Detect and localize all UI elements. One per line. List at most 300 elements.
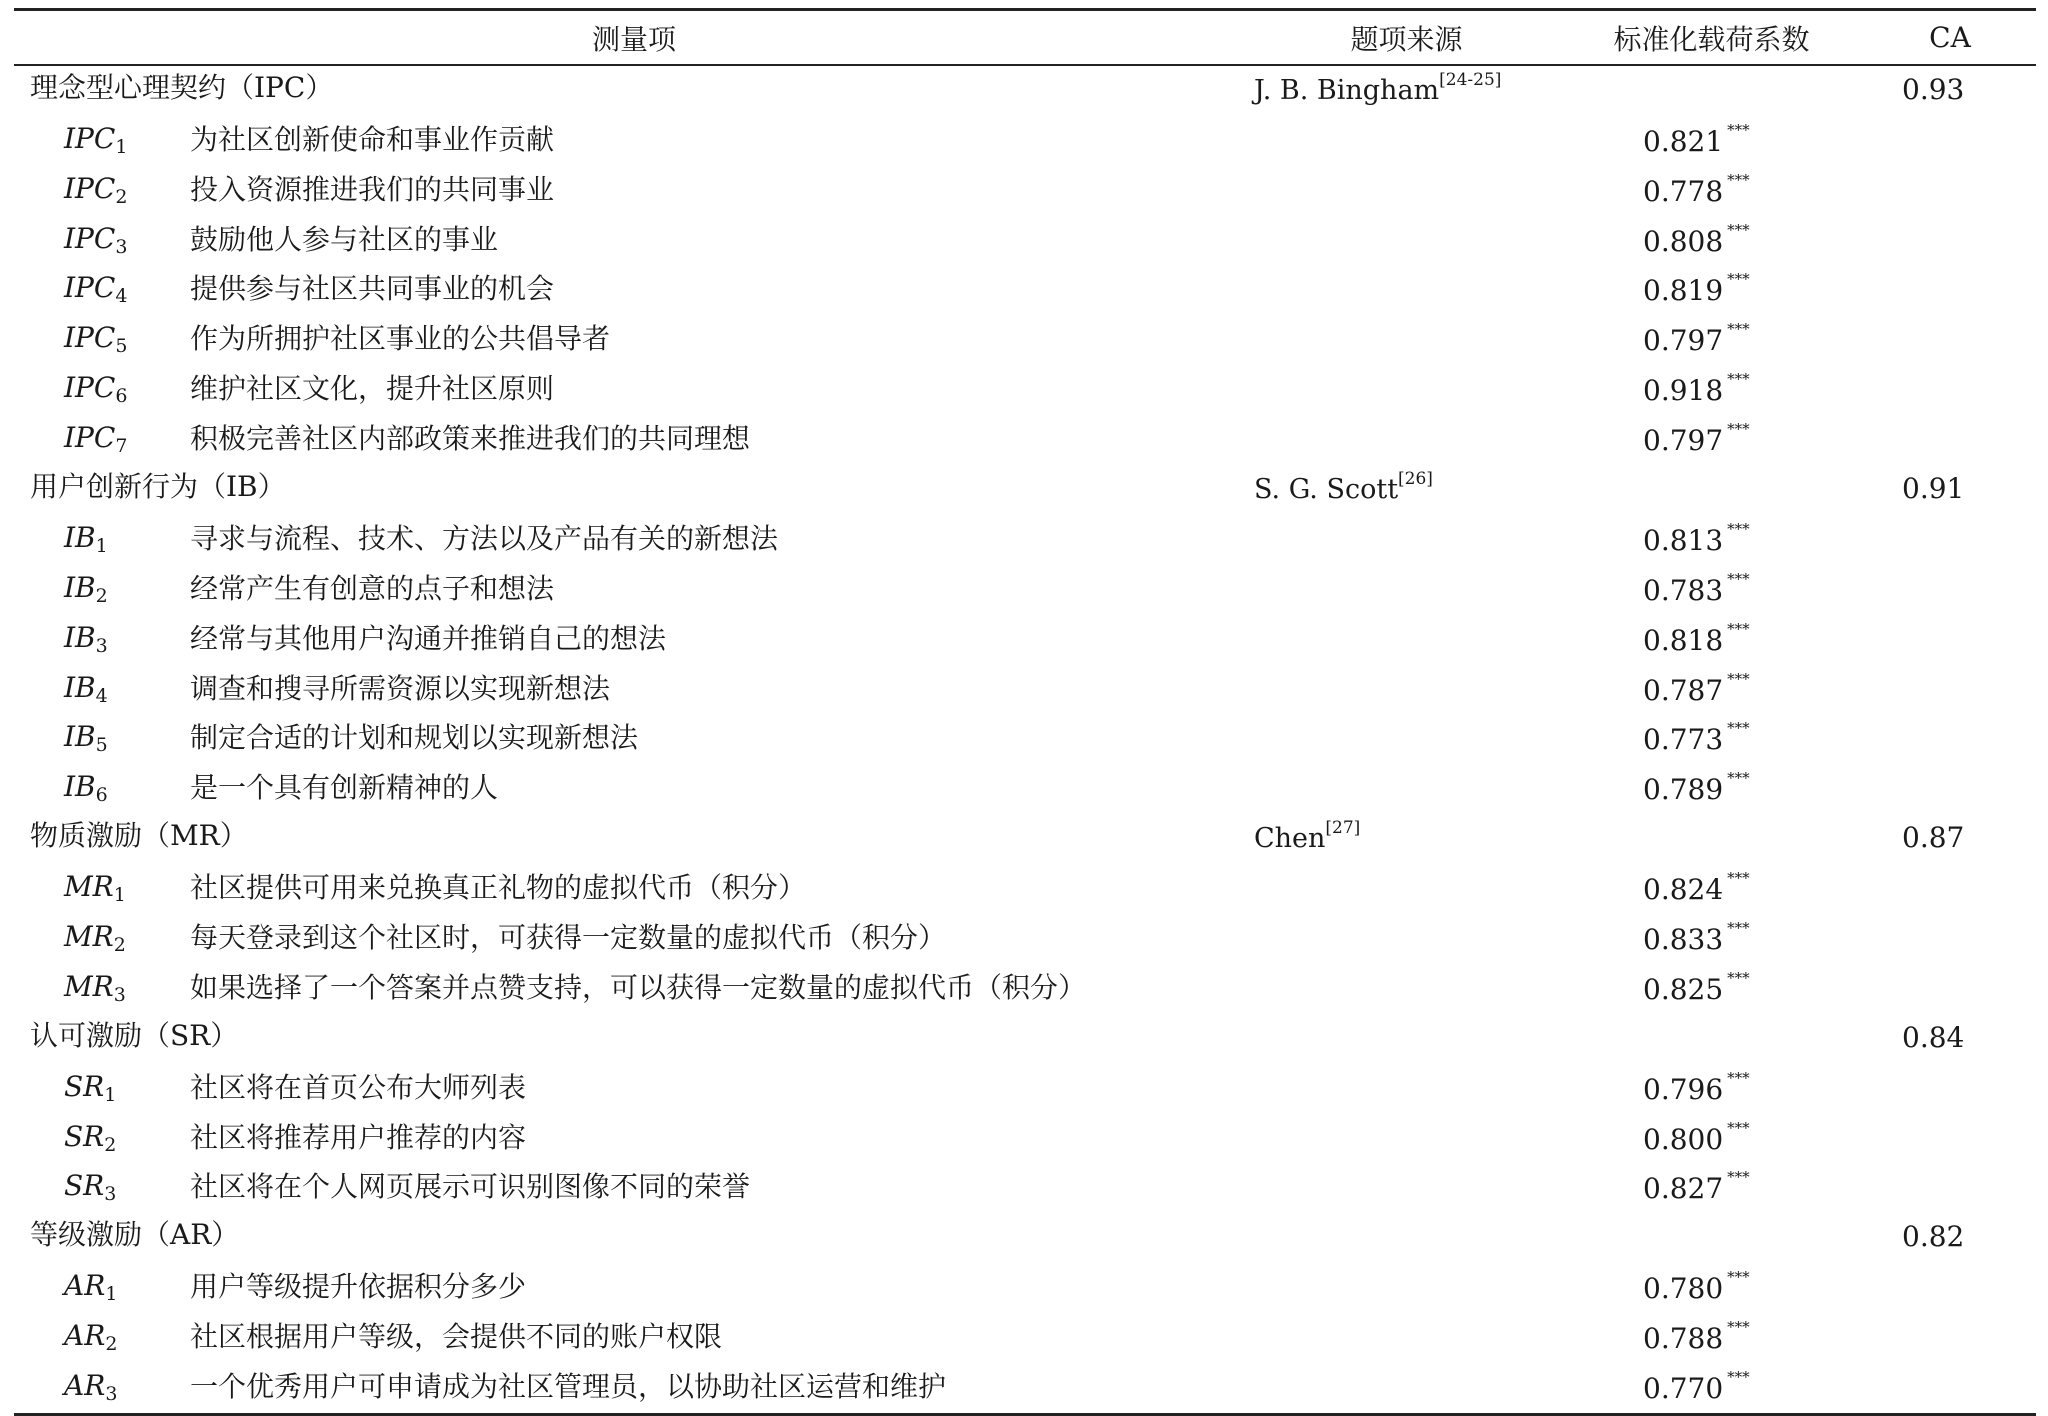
item-source-cell: [1254, 565, 1559, 615]
item-ca-cell: [1864, 515, 2036, 565]
item-loading: [1643, 1268, 1750, 1305]
item-code: [64, 521, 108, 557]
source-name: S. G. Scott: [1254, 474, 1399, 506]
group-loading-cell: [1559, 66, 1864, 116]
item-code-text: IPC: [64, 321, 116, 355]
group-source-cell: [1254, 1213, 1559, 1263]
item-code: [64, 671, 108, 707]
loading-value: 0.821: [1643, 124, 1724, 158]
item-source-cell: [1254, 665, 1559, 715]
item-description: 鼓励他人参与社区的事业: [190, 222, 499, 256]
table-row: [14, 266, 2036, 316]
group-row: [14, 1213, 2036, 1263]
loading-value: 0.797: [1643, 424, 1724, 458]
item-description: 每天登录到这个社区时，可获得一定数量的虚拟代币（积分）: [190, 921, 947, 955]
significance-mark: ***: [1727, 120, 1750, 139]
group-loading-cell: [1559, 1014, 1864, 1064]
item-description: 作为所拥护社区事业的公共倡导者: [190, 322, 611, 356]
item-code-text: MR: [64, 920, 114, 954]
item-cell: [14, 365, 1254, 415]
item-loading: [1643, 670, 1750, 707]
loading-value: 0.808: [1643, 224, 1724, 258]
significance-mark: ***: [1727, 1268, 1750, 1287]
table-row: [14, 964, 2036, 1014]
item-code: [64, 122, 127, 158]
item-code-subscript: 3: [113, 983, 126, 1006]
item-ca-cell: [1864, 565, 2036, 615]
significance-mark: ***: [1727, 420, 1750, 439]
item-cell: [14, 1363, 1254, 1413]
group-loading-cell: [1559, 465, 1864, 515]
significance-mark: ***: [1727, 719, 1750, 738]
group-ca-value: 0.82: [1902, 1220, 1965, 1254]
group-row: [14, 1014, 2036, 1064]
item-loading: [1643, 1318, 1750, 1355]
item-loading-cell: [1559, 116, 1864, 166]
table-row: [14, 715, 2036, 765]
item-cell: [14, 1263, 1254, 1313]
item-code-subscript: 3: [104, 1183, 117, 1206]
item-code-text: IPC: [64, 421, 116, 455]
item-description: 寻求与流程、技术、方法以及产品有关的新想法: [190, 521, 779, 555]
item-code: [64, 720, 108, 756]
item-description: 是一个具有创新精神的人: [190, 771, 499, 805]
item-loading: [1643, 221, 1750, 258]
item-code-subscript: 4: [95, 684, 108, 707]
item-loading-cell: [1559, 665, 1864, 715]
item-loading-cell: [1559, 864, 1864, 914]
loading-value: 0.818: [1643, 623, 1724, 657]
item-description: 用户等级提升依据积分多少: [190, 1270, 527, 1304]
item-code-subscript: 2: [105, 1333, 118, 1356]
item-ca-cell: [1864, 964, 2036, 1014]
item-loading-cell: [1559, 365, 1864, 415]
item-cell: [14, 565, 1254, 615]
loading-value: 0.773: [1643, 723, 1724, 757]
table-row: [14, 864, 2036, 914]
item-description: 社区根据用户等级，会提供不同的账户权限: [190, 1320, 723, 1354]
item-cell: [14, 415, 1254, 465]
item-source-cell: [1254, 615, 1559, 665]
item-code-text: IB: [64, 620, 96, 654]
table-row: [14, 1363, 2036, 1413]
item-cell: [14, 914, 1254, 964]
item-source-cell: [1254, 1064, 1559, 1114]
loading-value: 0.800: [1643, 1122, 1724, 1156]
table-row: [14, 1114, 2036, 1164]
item-cell: [14, 266, 1254, 316]
item-loading-cell: [1559, 1313, 1864, 1363]
item-code-text: SR: [64, 1119, 105, 1153]
item-code-subscript: 3: [105, 1383, 118, 1406]
item-cell: [14, 864, 1254, 914]
item-loading: [1643, 570, 1750, 607]
item-code-subscript: 2: [115, 185, 128, 208]
item-loading-cell: [1559, 914, 1864, 964]
item-cell: [14, 715, 1254, 765]
item-loading-cell: [1559, 764, 1864, 814]
significance-mark: ***: [1727, 1068, 1750, 1087]
item-loading: [1643, 121, 1750, 158]
item-loading: [1643, 620, 1750, 657]
item-code-subscript: 1: [104, 1083, 117, 1106]
item-description: 经常产生有创意的点子和想法: [190, 571, 555, 605]
item-source-cell: [1254, 964, 1559, 1014]
source-citation: [24-25]: [1439, 69, 1502, 90]
group-source-cell: [1254, 465, 1559, 515]
item-loading-cell: [1559, 415, 1864, 465]
significance-mark: ***: [1727, 619, 1750, 638]
item-cell: [14, 1164, 1254, 1214]
group-row: [14, 465, 2036, 515]
item-loading: [1643, 1168, 1750, 1205]
item-loading-cell: [1559, 515, 1864, 565]
table-row: [14, 565, 2036, 615]
item-cell: [14, 515, 1254, 565]
group-ca-cell: [1864, 1014, 2036, 1064]
item-code-subscript: 5: [95, 734, 108, 757]
significance-mark: ***: [1727, 1118, 1750, 1137]
loading-value: 0.819: [1643, 274, 1724, 308]
table-row: [14, 1313, 2036, 1363]
item-loading: [1643, 420, 1750, 457]
significance-mark: ***: [1727, 769, 1750, 788]
item-ca-cell: [1864, 914, 2036, 964]
item-source-cell: [1254, 715, 1559, 765]
item-ca-cell: [1864, 1363, 2036, 1413]
item-code-text: IPC: [64, 271, 116, 305]
item-loading: [1643, 969, 1750, 1006]
item-source-cell: [1254, 914, 1559, 964]
item-cell: [14, 1114, 1254, 1164]
item-loading: [1643, 1069, 1750, 1106]
loading-value: 0.796: [1643, 1072, 1724, 1106]
item-code-subscript: 5: [115, 335, 128, 358]
table-header-row: [14, 11, 2036, 64]
table-row: [14, 764, 2036, 814]
header-std-loading: 标准化载荷系数: [1613, 22, 1810, 56]
significance-mark: ***: [1727, 1168, 1750, 1187]
item-description: 制定合适的计划和规划以实现新想法: [190, 721, 639, 755]
item-ca-cell: [1864, 266, 2036, 316]
item-loading-cell: [1559, 166, 1864, 216]
item-code-text: AR: [64, 1269, 106, 1303]
significance-mark: ***: [1727, 669, 1750, 688]
item-code-text: SR: [64, 1169, 105, 1203]
table-row: [14, 615, 2036, 665]
item-loading-cell: [1559, 266, 1864, 316]
item-source-cell: [1254, 1263, 1559, 1313]
table-row: [14, 415, 2036, 465]
item-ca-cell: [1864, 764, 2036, 814]
group-label-cell: [14, 66, 1254, 116]
table-row: [14, 1263, 2036, 1313]
table-row: [14, 515, 2036, 565]
item-code-text: IPC: [64, 171, 116, 205]
item-loading-cell: [1559, 1164, 1864, 1214]
item-code-text: IB: [64, 670, 96, 704]
item-loading: [1643, 919, 1750, 956]
item-ca-cell: [1864, 315, 2036, 365]
item-description: 社区将在个人网页展示可识别图像不同的荣誉: [190, 1170, 751, 1204]
table-row: [14, 315, 2036, 365]
item-description: 一个优秀用户可申请成为社区管理员，以协助社区运营和维护: [190, 1370, 947, 1404]
significance-mark: ***: [1727, 569, 1750, 588]
item-ca-cell: [1864, 1263, 2036, 1313]
item-source-cell: [1254, 1363, 1559, 1413]
item-ca-cell: [1864, 1114, 2036, 1164]
item-code-subscript: 6: [95, 784, 108, 807]
group-label-cell: [14, 1213, 1254, 1263]
item-loading-cell: [1559, 715, 1864, 765]
item-code: [64, 222, 127, 258]
item-cell: [14, 665, 1254, 715]
group-label-cell: [14, 1014, 1254, 1064]
item-ca-cell: [1864, 715, 2036, 765]
group-row: [14, 814, 2036, 864]
item-loading: [1643, 171, 1750, 208]
item-code-text: IPC: [64, 221, 116, 255]
header-item-source: 题项来源: [1350, 22, 1463, 56]
significance-mark: ***: [1727, 919, 1750, 938]
significance-mark: ***: [1727, 170, 1750, 189]
item-code-subscript: 2: [104, 1133, 117, 1156]
loading-value: 0.789: [1643, 773, 1724, 807]
item-code-subscript: 1: [113, 884, 126, 907]
item-code-text: IPC: [64, 121, 116, 155]
group-ca-value: 0.87: [1902, 821, 1965, 855]
loading-value: 0.813: [1643, 523, 1724, 557]
group-ca-cell: [1864, 814, 2036, 864]
loading-value: 0.825: [1643, 972, 1724, 1006]
item-code: [64, 1120, 116, 1156]
item-source-cell: [1254, 764, 1559, 814]
table-row: [14, 914, 2036, 964]
significance-mark: ***: [1727, 519, 1750, 538]
source-citation: [27]: [1325, 818, 1361, 839]
item-loading: [1643, 370, 1750, 407]
item-source-cell: [1254, 216, 1559, 266]
item-cell: [14, 315, 1254, 365]
item-code-text: MR: [64, 969, 114, 1003]
item-description: 投入资源推进我们的共同事业: [190, 172, 555, 206]
table-row: [14, 216, 2036, 266]
item-ca-cell: [1864, 166, 2036, 216]
item-ca-cell: [1864, 415, 2036, 465]
loading-value: 0.780: [1643, 1272, 1724, 1306]
group-source-cell: [1254, 814, 1559, 864]
item-description: 积极完善社区内部政策来推进我们的共同理想: [190, 422, 751, 456]
item-description: 为社区创新使命和事业作贡献: [190, 122, 555, 156]
item-code: [64, 321, 127, 357]
loading-value: 0.918: [1643, 374, 1724, 408]
item-loading: [1643, 869, 1750, 906]
group-ca-value: 0.93: [1902, 72, 1965, 106]
item-cell: [14, 166, 1254, 216]
group-label: 认可激励（SR）: [30, 1018, 239, 1052]
item-code-subscript: 6: [115, 385, 128, 408]
item-code: [64, 1169, 116, 1205]
group-label: 理念型心理契约（IPC）: [30, 70, 334, 104]
group-label-cell: [14, 814, 1254, 864]
group-label-cell: [14, 465, 1254, 515]
group-label: 等级激励（AR）: [30, 1218, 240, 1252]
item-code-text: AR: [64, 1319, 106, 1353]
group-source: [1254, 469, 1433, 505]
item-source-cell: [1254, 365, 1559, 415]
item-ca-cell: [1864, 1164, 2036, 1214]
item-source-cell: [1254, 266, 1559, 316]
loading-value: 0.833: [1643, 923, 1724, 957]
loading-value: 0.783: [1643, 573, 1724, 607]
item-loading-cell: [1559, 565, 1864, 615]
item-code-subscript: 2: [113, 934, 126, 957]
item-source-cell: [1254, 1114, 1559, 1164]
item-description: 社区将推荐用户推荐的内容: [190, 1120, 527, 1154]
item-code: [64, 421, 127, 457]
group-loading-cell: [1559, 814, 1864, 864]
table-row: [14, 116, 2036, 166]
loading-value: 0.824: [1643, 873, 1724, 907]
item-loading: [1643, 520, 1750, 557]
item-ca-cell: [1864, 1313, 2036, 1363]
group-ca-value: 0.91: [1902, 472, 1965, 506]
item-code-text: IB: [64, 520, 96, 554]
item-loading: [1643, 270, 1750, 307]
item-code: [64, 970, 126, 1006]
table-row: [14, 665, 2036, 715]
item-source-cell: [1254, 1313, 1559, 1363]
source-citation: [26]: [1398, 469, 1433, 490]
item-description: 经常与其他用户沟通并推销自己的想法: [190, 621, 667, 655]
significance-mark: ***: [1727, 869, 1750, 888]
significance-mark: ***: [1727, 320, 1750, 339]
item-code: [64, 172, 127, 208]
group-label: 物质激励（MR）: [30, 819, 248, 853]
item-code: [64, 1369, 117, 1405]
item-loading-cell: [1559, 216, 1864, 266]
loading-value: 0.787: [1643, 673, 1724, 707]
item-description: 调查和搜寻所需资源以实现新想法: [190, 671, 611, 705]
significance-mark: ***: [1727, 1318, 1750, 1337]
item-source-cell: [1254, 415, 1559, 465]
item-loading-cell: [1559, 1064, 1864, 1114]
source-name: J. B. Bingham: [1254, 74, 1440, 106]
group-ca-cell: [1864, 1213, 2036, 1263]
group-ca-cell: [1864, 66, 2036, 116]
loading-value: 0.770: [1643, 1372, 1724, 1406]
item-loading-cell: [1559, 1263, 1864, 1313]
item-source-cell: [1254, 166, 1559, 216]
item-cell: [14, 116, 1254, 166]
group-ca-value: 0.84: [1902, 1020, 1965, 1054]
item-source-cell: [1254, 864, 1559, 914]
table-row: [14, 1164, 2036, 1214]
group-source: [1254, 70, 1501, 106]
significance-mark: ***: [1727, 1368, 1750, 1387]
significance-mark: ***: [1727, 220, 1750, 239]
item-code: [64, 1070, 116, 1106]
item-code: [64, 870, 126, 906]
significance-mark: ***: [1727, 370, 1750, 389]
item-code: [64, 1269, 117, 1305]
item-code-text: MR: [64, 870, 114, 904]
loading-value: 0.778: [1643, 174, 1724, 208]
item-loading: [1643, 769, 1750, 806]
item-description: 提供参与社区共同事业的机会: [190, 272, 555, 306]
item-ca-cell: [1864, 365, 2036, 415]
item-code-text: IB: [64, 570, 96, 604]
item-code: [64, 1319, 117, 1355]
item-ca-cell: [1864, 116, 2036, 166]
item-loading: [1643, 1119, 1750, 1156]
item-code-subscript: 1: [105, 1283, 118, 1306]
item-description: 如果选择了一个答案并点赞支持，可以获得一定数量的虚拟代币（积分）: [190, 970, 1087, 1004]
item-code-subscript: 3: [95, 634, 108, 657]
item-ca-cell: [1864, 665, 2036, 715]
loading-value: 0.788: [1643, 1322, 1724, 1356]
item-loading: [1643, 320, 1750, 357]
item-ca-cell: [1864, 864, 2036, 914]
item-code-text: SR: [64, 1069, 105, 1103]
item-loading-cell: [1559, 315, 1864, 365]
item-code-text: IPC: [64, 371, 116, 405]
table-row: [14, 1064, 2036, 1114]
item-code: [64, 770, 108, 806]
item-ca-cell: [1864, 1064, 2036, 1114]
item-loading: [1643, 719, 1750, 756]
group-source: [1254, 818, 1360, 854]
header-measure-item: 测量项: [591, 22, 676, 56]
item-code: [64, 271, 127, 307]
significance-mark: ***: [1727, 968, 1750, 987]
item-cell: [14, 1064, 1254, 1114]
item-cell: [14, 964, 1254, 1014]
item-loading-cell: [1559, 964, 1864, 1014]
item-cell: [14, 1313, 1254, 1363]
group-source-cell: [1254, 1014, 1559, 1064]
item-code-subscript: 2: [95, 584, 108, 607]
item-ca-cell: [1864, 615, 2036, 665]
item-code-subscript: 3: [115, 235, 128, 258]
group-source-cell: [1254, 66, 1559, 116]
item-loading-cell: [1559, 1114, 1864, 1164]
measurement-table: [14, 8, 2036, 1416]
group-loading-cell: [1559, 1213, 1864, 1263]
item-code-text: AR: [64, 1369, 106, 1403]
item-description: 社区提供可用来兑换真正礼物的虚拟代币（积分）: [190, 871, 807, 905]
table-row: [14, 365, 2036, 415]
item-source-cell: [1254, 116, 1559, 166]
header-ca: CA: [1929, 21, 1971, 54]
item-source-cell: [1254, 315, 1559, 365]
item-code: [64, 571, 108, 607]
item-loading-cell: [1559, 1363, 1864, 1413]
group-ca-cell: [1864, 465, 2036, 515]
item-code-text: IB: [64, 770, 96, 804]
item-description: 维护社区文化，提升社区原则: [190, 372, 555, 406]
item-code: [64, 920, 126, 956]
item-cell: [14, 764, 1254, 814]
item-ca-cell: [1864, 216, 2036, 266]
group-label: 用户创新行为（IB）: [30, 470, 286, 504]
source-name: Chen: [1254, 823, 1326, 855]
loading-value: 0.797: [1643, 324, 1724, 358]
item-code-subscript: 4: [115, 285, 128, 308]
item-code-subscript: 1: [115, 135, 128, 158]
item-code: [64, 371, 127, 407]
item-source-cell: [1254, 1164, 1559, 1214]
